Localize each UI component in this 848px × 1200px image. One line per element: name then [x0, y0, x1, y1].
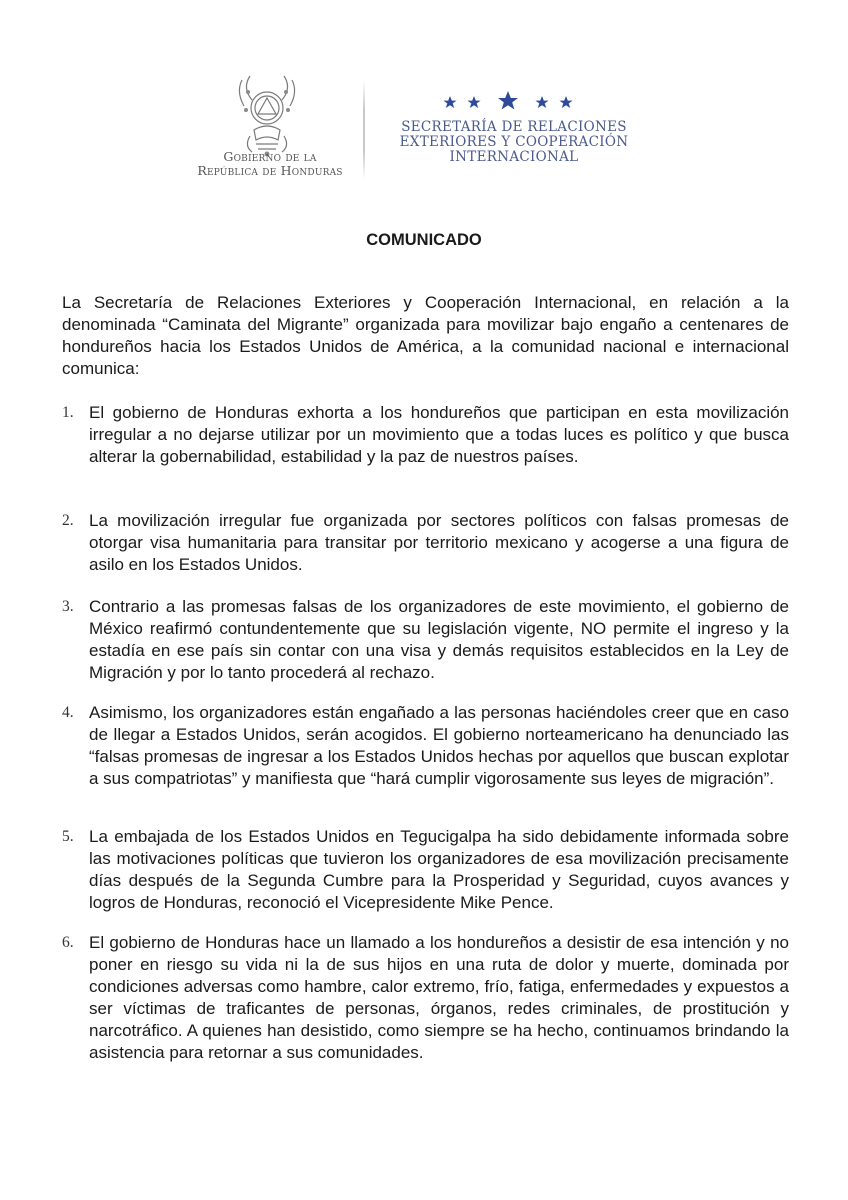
- government-name-line1: Gobierno de la: [223, 149, 317, 164]
- government-name-line2: República de Honduras: [197, 163, 343, 178]
- list-item-text: La embajada de los Estados Unidos en Tegucigalpa ha sido debidamente informada sobre las motivaciones políticas que tuvieron los organizadores de esa movilización precisamente días después de la Segunda Cumbre para la Prosperidad y Seguridad, cuyos avances y logros de Honduras, reconoció el Vicepresidente Mike Pence.: [89, 827, 789, 912]
- list-item-number: 6.: [62, 934, 74, 951]
- ministry-name-line2: EXTERIORES Y COOPERACIÓN: [399, 134, 629, 150]
- list-item-number: 5.: [62, 828, 74, 845]
- document-title: COMUNICADO: [366, 231, 482, 249]
- list-item-text: Asimismo, los organizadores están engañado a las personas haciéndoles creer que en caso de llegar a Estados Unidos, serán acogidos. El gobierno norteamericano ha denunciado las “falsas promesas de ingresar a los Estados Unidos hechas por aquellos que buscan explotar a sus compatriotas” y manifiesta que “hará cumplir vigorosamente sus leyes de migración”.: [89, 703, 789, 788]
- list-item-number: 2.: [62, 512, 74, 529]
- header-divider: [363, 80, 365, 180]
- intro-paragraph: La Secretaría de Relaciones Exteriores y Cooperación Internacional, en relación a la denominada “Caminata del Migrante” organizada para movilizar bajo engaño a centenares de hondureños hacia los Estados Unidos de América, a la comunidad nacional e internacional comunica:: [62, 293, 789, 378]
- ministry-name-line3: INTERNACIONAL: [449, 149, 579, 165]
- letterhead: [0, 0, 848, 200]
- stars-icon: [440, 90, 580, 112]
- list-item-number: 3.: [62, 598, 74, 615]
- list-item-number: 1.: [62, 404, 74, 421]
- ministry-name-line1: SECRETARÍA DE RELACIONES: [401, 119, 627, 135]
- list-item-text: El gobierno de Honduras exhorta a los hondureños que participan en esta movilización irregular a no dejarse utilizar por un movimiento que a todas luces es político y que busca alterar la gobernabilidad, estabilidad y la paz de nuestros países.: [89, 403, 789, 466]
- coat-of-arms-icon: [234, 70, 300, 160]
- list-item-text: El gobierno de Honduras hace un llamado a los hondureños a desistir de esa intención y no poner en riesgo su vida ni la de sus hijos en una ruta de dolor y muerte, dominada por condiciones adversas como hambre, calor extremo, frío, fatiga, enfermedades y expuestos a ser víctimas de traficantes de personas, órganos, redes criminales, de prostitución y narcotráfico. A quienes han desistido, como siempre se ha hecho, continuamos brindando la asistencia para retornar a sus comunidades.: [89, 933, 789, 1062]
- ministry-name: [386, 120, 642, 165]
- government-name: [185, 150, 355, 178]
- list-item-text: La movilización irregular fue organizada por sectores políticos con falsas promesas de otorgar visa humanitaria para transitar por territorio mexicano y acogerse a una figura de asilo en los Estados Unidos.: [89, 511, 789, 574]
- list-item-number: 4.: [62, 704, 74, 721]
- list-item-text: Contrario a las promesas falsas de los organizadores de este movimiento, el gobierno de México reafirmó contundentemente que su legislación vigente, NO permite el ingreso y la estadía en ese país sin contar con una visa y demás requisitos establecidos en la Ley de Migración y por lo tanto procederá al rechazo.: [89, 597, 789, 682]
